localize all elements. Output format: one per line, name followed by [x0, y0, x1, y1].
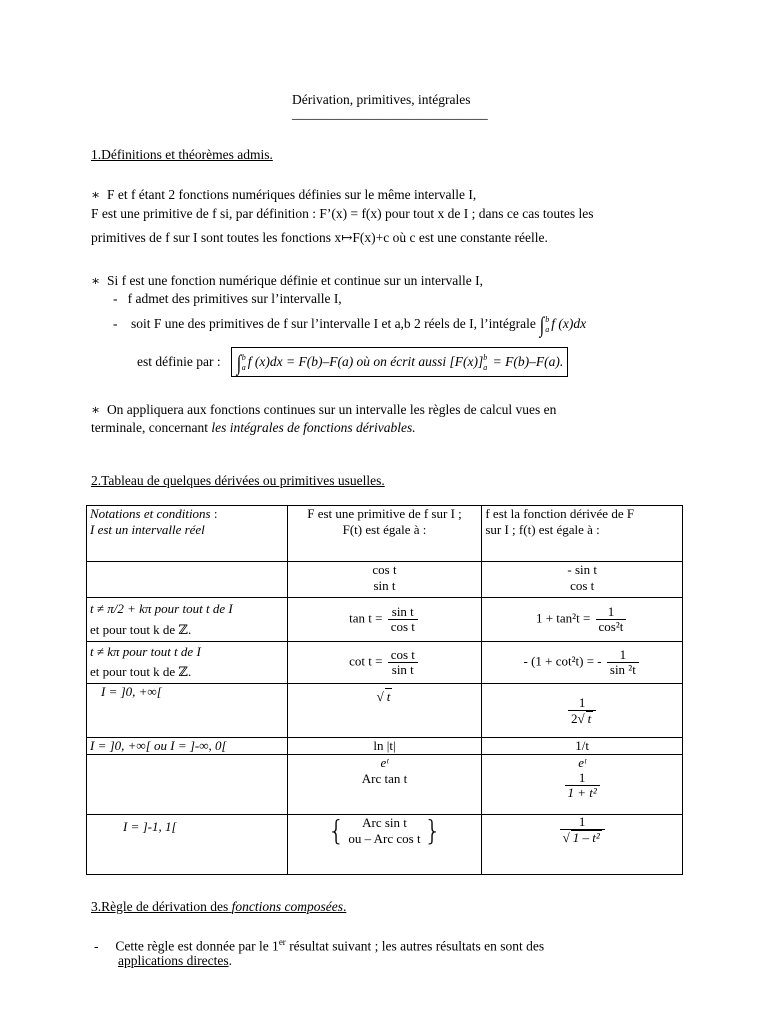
formula-text: f (x)dx = F(b)–F(a) où on écrit aussi [F(x)]	[247, 354, 484, 369]
text: F et f étant 2 fonctions numériques définies sur le même intervalle I,	[106, 187, 477, 202]
table-header-row	[87, 506, 683, 562]
formula-end: = F(b)–F(a).	[489, 354, 564, 369]
header-conditions: Notations et conditions : I est un intervalle réel	[87, 506, 288, 562]
text-emphasis: les intégrales de fonctions dérivables.	[211, 420, 416, 435]
sqrt-icon: √	[577, 710, 585, 726]
bullet-2	[113, 312, 586, 336]
cell-derivative: 1 + tan²t = $\frac{1}{\text{cos²t}}$	[482, 598, 683, 642]
cell-primitive: cos t sin t	[287, 562, 482, 598]
section-3-line-1: - Cette règle est donnée par le 1er résultat suivant ; les autres résultats en sont des	[94, 937, 545, 954]
integral-formula-box	[231, 347, 569, 377]
cell-condition: t ≠ π/2 + kπ pour tout t de I et pour tout k de ℤ.	[87, 598, 288, 642]
defined-by-line	[137, 347, 568, 377]
text: Si f est une fonction numérique définie et continue sur un intervalle I,	[106, 273, 483, 288]
integral-limits: b a	[545, 314, 550, 334]
integrand: f (x)dx	[551, 316, 587, 331]
table-row	[87, 684, 683, 738]
cell-condition	[87, 562, 288, 598]
cell-condition: t ≠ kπ pour tout t de I et pour tout k de ℤ.	[87, 642, 288, 684]
bullet-1	[113, 291, 342, 307]
paragraph-3-line-1	[91, 402, 556, 418]
cell-derivative	[482, 815, 683, 875]
page-title: Dérivation, primitives, intégrales	[292, 92, 471, 107]
text: terminale, concernant	[91, 420, 212, 435]
fraction: $\frac{1}{\text{√ 1 – t²}}$	[560, 815, 605, 845]
star-bullet: ∗	[91, 273, 101, 288]
sqrt-icon: √	[562, 830, 570, 845]
header-primitive: F est une primitive de f sur I ; F(t) est égale à :	[287, 506, 482, 562]
cell-primitive: tan t = $\frac{\text{sin t}}{\text{cos t}}$	[287, 598, 482, 642]
right-brace-icon: }	[423, 814, 442, 847]
fraction: $\frac{1}{\text{1 + t²}}$	[565, 771, 600, 800]
text: soit F une des primitives de f sur l’intervalle I et a,b 2 réels de I, l’intégrale	[131, 316, 536, 331]
fraction: $\frac{1}{\text{cos²t}}$	[596, 605, 627, 634]
table-row	[87, 562, 683, 598]
paragraph-1-line-2: F est une primitive de f si, par définition : F’(x) = f(x) pour tout x de I ; dans ce cas toutes les	[91, 206, 594, 221]
cell-condition: I = ]-1, 1[	[87, 815, 288, 875]
title-rule: _____________________________	[292, 106, 488, 121]
table-row	[87, 738, 683, 755]
cell-condition	[87, 755, 288, 815]
cell-derivative: - sin t cos t	[482, 562, 683, 598]
integral-sign-icon: ∫	[236, 349, 241, 375]
section-1-heading: 1.Définitions et théorèmes admis.	[91, 147, 273, 162]
paragraph-2-line-1	[91, 273, 483, 289]
integral-sign-icon: ∫	[540, 311, 545, 337]
header-derivative: f est la fonction dérivée de F sur I ; f(t) est égale à :	[482, 506, 683, 562]
section-3-line-2: applications directes.	[118, 953, 232, 968]
left-brace-icon: {	[327, 814, 346, 847]
cell-primitive: eᵗ Arc tan t	[287, 755, 482, 815]
fraction: $\frac{1}{2√ t}$	[568, 696, 596, 726]
table-row	[87, 755, 683, 815]
text: f admet des primitives sur l’intervalle I,	[127, 291, 342, 306]
cell-primitive: ln |t|	[287, 738, 482, 755]
star-bullet: ∗	[91, 187, 101, 202]
cell-derivative: - (1 + cot²t) = - $\frac{1}{\text{sin ²t}}$	[482, 642, 683, 684]
cell-condition: I = ]0, +∞[ ou I = ]-∞, 0[	[87, 738, 288, 755]
table-row	[87, 642, 683, 684]
derivatives-table	[86, 505, 683, 875]
cell-primitive: cot t = $\frac{\text{cos t}}{\text{sin t}}$	[287, 642, 482, 684]
table-row	[87, 598, 683, 642]
integral-limits: b a	[241, 352, 246, 372]
fraction: $\frac{\text{sin t}}{\text{cos t}}$	[388, 605, 418, 634]
cell-primitive: √ t	[287, 684, 482, 738]
dash: -	[113, 316, 118, 331]
cell-derivative: 1/t	[482, 738, 683, 755]
paragraph-1-line-3: primitives de f sur I sont toutes les fonctions x↦F(x)+c où c est une constante réelle.	[91, 230, 548, 245]
defined-by-label: est définie par :	[137, 354, 221, 369]
table-row	[87, 815, 683, 875]
bracket-limits: b a	[483, 352, 488, 372]
paragraph-3-line-2	[91, 420, 416, 436]
star-bullet: ∗	[91, 402, 101, 417]
dash: -	[113, 291, 118, 306]
text: On appliquera aux fonctions continues sur un intervalle les règles de calcul vues en	[106, 402, 557, 417]
cell-primitive: { Arc sin t ou – Arc cos t }	[287, 815, 482, 875]
cell-derivative	[482, 684, 683, 738]
section-2-heading: 2.Tableau de quelques dérivées ou primitives usuelles.	[91, 473, 385, 488]
section-3-heading: 3.Règle de dérivation des fonctions composées.	[91, 899, 347, 914]
fraction: $\frac{\text{cos t}}{\text{sin t}}$	[388, 648, 418, 677]
cell-condition: I = ]0, +∞[	[87, 684, 288, 738]
paragraph-1-line-1	[91, 187, 476, 203]
dash: -	[94, 938, 99, 954]
sqrt-icon: √	[376, 689, 384, 704]
fraction: $\frac{1}{\text{sin ²t}}$	[607, 648, 639, 677]
cell-derivative: eᵗ $\frac{1}{\text{1 + t²}}$	[482, 755, 683, 815]
